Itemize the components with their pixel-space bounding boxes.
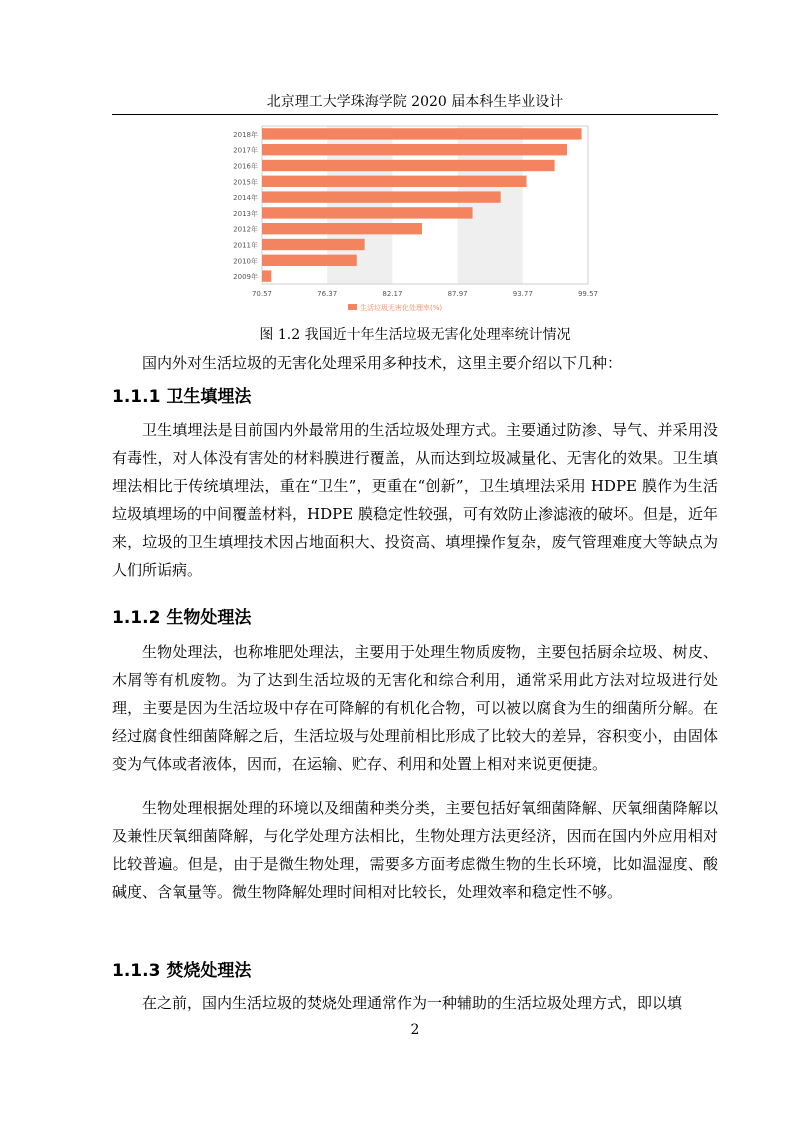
- bar: [262, 191, 501, 202]
- category-label: 2016年: [233, 162, 258, 171]
- figure-caption: 图 1.2 我国近十年生活垃圾无害化处理率统计情况: [259, 327, 571, 343]
- category-label: 2017年: [233, 146, 258, 155]
- category-label: 2010年: [233, 257, 258, 266]
- page-header: 北京理工大学珠海学院 2020 届本科生毕业设计: [266, 94, 564, 110]
- bar: [262, 223, 422, 234]
- bar: [262, 207, 473, 218]
- x-tick-label: 99.57: [577, 290, 599, 298]
- bar: [262, 239, 365, 250]
- category-label: 2011年: [233, 241, 258, 250]
- category-label: 2013年: [233, 209, 258, 218]
- bar: [262, 144, 567, 155]
- paragraph-landfill: 卫生填埋法是目前国内外最常用的生活垃圾处理方式。主要通过防渗、导气、并采用没有毒性，对人体没有害处的材料膜进行覆盖，从而达到垃圾减量化、无害化的效果。卫生填埋法相比于传统填埋法，重在“卫生”，更重在“创新”，卫生填埋法采用 HDPE 膜作为生活垃圾填埋场的中间覆盖材料，HDPE 膜稳定性较强，可有效防止渗滤液的破坏。但是，近年来，垃圾的卫生填埋技术因占地面积大、投资高、填埋操作复杂，废气管理难度大等缺点为人们所诟病。: [112, 421, 718, 579]
- x-tick-label: 70.57: [251, 290, 273, 298]
- bar-chart: [222, 120, 602, 320]
- x-tick-label: 93.77: [512, 290, 533, 298]
- legend-swatch: [348, 304, 357, 310]
- chart: [222, 120, 602, 320]
- category-label: 2009年: [233, 273, 258, 282]
- category-label: 2018年: [233, 130, 258, 139]
- section-heading-landfill: 1.1.1 卫生填埋法: [112, 387, 252, 407]
- paragraph-biological-1: 生物处理法，也称堆肥处理法，主要用于处理生物质废物，主要包括厨余垃圾、树皮、木屑等有机废物。为了达到生活垃圾的无害化和综合利用，通常采用此方法对垃圾进行处理，主要是因为生活垃圾中存在可降解的有机化合物，可以被以腐食为生的细菌所分解。在经过腐食性细菌降解之后，生活垃圾与处理前相比形成了比较大的差异，容积变小，由固体变为气体或者液体，因而，在运输、贮存、利用和处置上相对来说更便捷。: [112, 643, 718, 773]
- category-label: 2014年: [233, 194, 258, 203]
- bar: [262, 270, 271, 281]
- bar: [262, 176, 527, 187]
- bar: [262, 255, 357, 266]
- paragraph-incineration: 在之前，国内生活垃圾的焚烧处理通常作为一种辅助的生活垃圾处理方式，即以填: [142, 994, 683, 1012]
- header-rule: [112, 114, 718, 115]
- x-tick-label: 87.97: [447, 290, 468, 298]
- intro-paragraph: 国内外对生活垃圾的无害化处理采用多种技术，这里主要介绍以下几种：: [142, 354, 623, 372]
- legend-label: 生活垃圾无害化处理率(%): [360, 304, 443, 312]
- category-label: 2015年: [233, 178, 258, 187]
- bar: [262, 128, 582, 139]
- section-heading-biological: 1.1.2 生物处理法: [112, 608, 252, 628]
- bar: [262, 160, 555, 171]
- category-label: 2012年: [233, 225, 258, 234]
- page-number: 2: [410, 1022, 420, 1038]
- x-tick-label: 82.17: [382, 290, 403, 298]
- paragraph-biological-2: 生物处理根据处理的环境以及细菌种类分类，主要包括好氧细菌降解、厌氧细菌降解以及兼性厌氧细菌降解，与化学处理方法相比，生物处理方法更经济，因而在国内外应用相对比较普遍。但是，由于是微生物处理，需要多方面考虑微生物的生长环境，比如温湿度、酸碱度、含氧量等。微生物降解处理时间相对比较长，处理效率和稳定性不够。: [112, 799, 718, 901]
- x-tick-label: 76.37: [317, 290, 338, 298]
- section-heading-incineration: 1.1.3 焚烧处理法: [112, 961, 252, 981]
